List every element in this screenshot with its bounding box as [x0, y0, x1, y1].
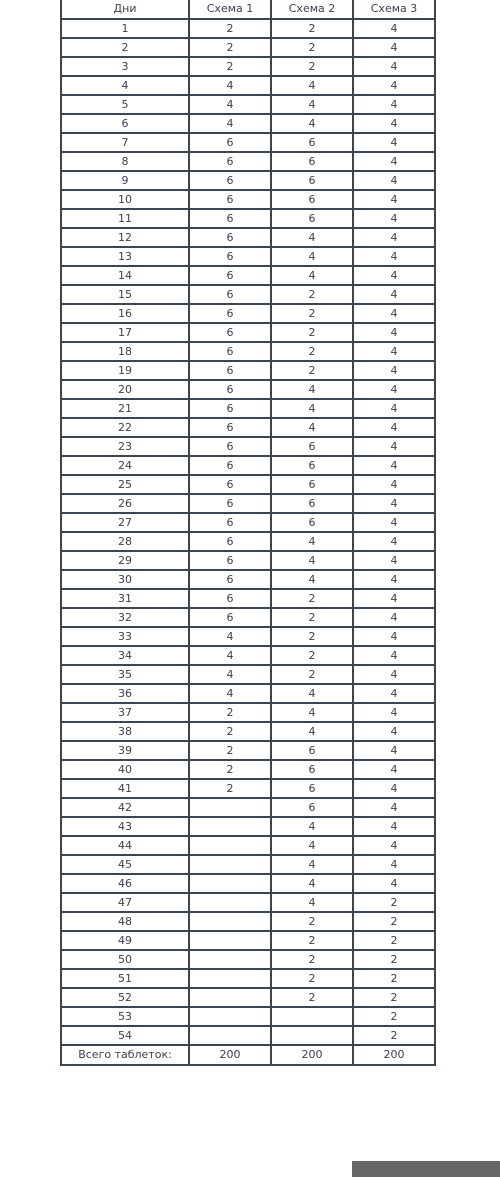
scheme-1-cell [189, 1007, 271, 1026]
scheme-3-cell: 4 [353, 38, 435, 57]
scheme-3-cell: 4 [353, 152, 435, 171]
scheme-2-cell [271, 1026, 353, 1045]
table-row [61, 57, 435, 76]
scheme-2-cell: 6 [271, 190, 353, 209]
day-cell: 53 [61, 1007, 189, 1026]
scheme-3-cell: 4 [353, 703, 435, 722]
scheme-1-cell [189, 969, 271, 988]
scheme-3-cell: 4 [353, 627, 435, 646]
day-cell: 16 [61, 304, 189, 323]
day-cell: 26 [61, 494, 189, 513]
day-cell: 36 [61, 684, 189, 703]
scheme-2-cell: 6 [271, 475, 353, 494]
header-scheme-2: Схема 2 [271, 0, 353, 19]
table-row [61, 342, 435, 361]
day-cell: 8 [61, 152, 189, 171]
scheme-1-cell: 6 [189, 152, 271, 171]
day-cell: 22 [61, 418, 189, 437]
scheme-3-cell: 4 [353, 798, 435, 817]
table-row [61, 456, 435, 475]
table-row [61, 969, 435, 988]
day-cell: 42 [61, 798, 189, 817]
scheme-2-cell: 6 [271, 209, 353, 228]
scheme-3-cell: 4 [353, 741, 435, 760]
day-cell: 5 [61, 95, 189, 114]
table-row [61, 779, 435, 798]
scheme-1-cell: 6 [189, 608, 271, 627]
scheme-2-cell: 2 [271, 19, 353, 38]
table-row [61, 551, 435, 570]
day-cell: 45 [61, 855, 189, 874]
day-cell: 14 [61, 266, 189, 285]
scheme-3-cell: 4 [353, 665, 435, 684]
table-row [61, 38, 435, 57]
scheme-3-cell: 4 [353, 684, 435, 703]
day-cell: 10 [61, 190, 189, 209]
scheme-2-cell: 2 [271, 627, 353, 646]
header-days: Дни [61, 0, 189, 19]
total-label: Всего таблеток: [61, 1045, 189, 1065]
scheme-2-cell: 2 [271, 589, 353, 608]
scheme-2-cell: 4 [271, 247, 353, 266]
scheme-2-cell: 2 [271, 361, 353, 380]
day-cell: 13 [61, 247, 189, 266]
scheme-3-cell: 4 [353, 171, 435, 190]
table-header [61, 0, 435, 19]
table-row [61, 228, 435, 247]
scheme-3-cell: 4 [353, 874, 435, 893]
scheme-2-cell: 4 [271, 722, 353, 741]
table-row [61, 646, 435, 665]
scheme-2-cell: 4 [271, 418, 353, 437]
scheme-2-cell [271, 1007, 353, 1026]
scheme-3-cell: 4 [353, 190, 435, 209]
table-row [61, 304, 435, 323]
scheme-1-cell: 2 [189, 19, 271, 38]
scheme-1-cell [189, 836, 271, 855]
scheme-1-cell: 2 [189, 57, 271, 76]
scheme-1-cell: 4 [189, 95, 271, 114]
header-scheme-1: Схема 1 [189, 0, 271, 19]
day-cell: 48 [61, 912, 189, 931]
table-row [61, 266, 435, 285]
scheme-2-cell: 6 [271, 779, 353, 798]
scheme-1-cell: 6 [189, 247, 271, 266]
table-row [61, 798, 435, 817]
scheme-2-cell: 2 [271, 950, 353, 969]
scheme-1-cell: 6 [189, 209, 271, 228]
scheme-3-cell: 4 [353, 399, 435, 418]
scheme-2-cell: 2 [271, 285, 353, 304]
scheme-2-cell: 4 [271, 266, 353, 285]
table-row [61, 76, 435, 95]
scheme-1-cell [189, 874, 271, 893]
table-row [61, 722, 435, 741]
day-cell: 4 [61, 76, 189, 95]
day-cell: 31 [61, 589, 189, 608]
scheme-1-cell: 6 [189, 532, 271, 551]
scheme-2-cell: 4 [271, 95, 353, 114]
day-cell: 52 [61, 988, 189, 1007]
scheme-2-cell: 2 [271, 912, 353, 931]
scheme-1-cell [189, 817, 271, 836]
scheme-3-cell: 2 [353, 912, 435, 931]
scheme-2-cell: 2 [271, 304, 353, 323]
scheme-3-cell: 4 [353, 266, 435, 285]
table-row [61, 418, 435, 437]
scheme-1-cell: 6 [189, 266, 271, 285]
table-row [61, 114, 435, 133]
scheme-3-cell: 4 [353, 95, 435, 114]
table-row [61, 171, 435, 190]
day-cell: 28 [61, 532, 189, 551]
table-row [61, 247, 435, 266]
scheme-2-cell: 4 [271, 703, 353, 722]
scheme-2-cell: 4 [271, 855, 353, 874]
day-cell: 35 [61, 665, 189, 684]
scheme-3-cell: 4 [353, 855, 435, 874]
scheme-2-cell: 4 [271, 76, 353, 95]
day-cell: 34 [61, 646, 189, 665]
day-cell: 3 [61, 57, 189, 76]
scheme-2-cell: 2 [271, 323, 353, 342]
table-row [61, 836, 435, 855]
scheme-3-cell: 4 [353, 114, 435, 133]
day-cell: 47 [61, 893, 189, 912]
scheme-3-cell: 4 [353, 437, 435, 456]
scheme-1-cell: 6 [189, 513, 271, 532]
day-cell: 30 [61, 570, 189, 589]
scheme-1-cell: 6 [189, 190, 271, 209]
table-row [61, 589, 435, 608]
scheme-1-cell: 4 [189, 665, 271, 684]
scheme-3-cell: 4 [353, 76, 435, 95]
table-row [61, 893, 435, 912]
day-cell: 12 [61, 228, 189, 247]
scheme-1-cell: 6 [189, 228, 271, 247]
table-row [61, 1026, 435, 1045]
scheme-3-cell: 2 [353, 1026, 435, 1045]
day-cell: 19 [61, 361, 189, 380]
scheme-1-cell: 4 [189, 114, 271, 133]
table-row [61, 931, 435, 950]
scheme-1-cell: 6 [189, 171, 271, 190]
day-cell: 41 [61, 779, 189, 798]
scheme-1-cell: 6 [189, 323, 271, 342]
table-row [61, 570, 435, 589]
day-cell: 44 [61, 836, 189, 855]
scheme-3-cell: 2 [353, 988, 435, 1007]
scheme-2-cell: 4 [271, 893, 353, 912]
scheme-3-cell: 4 [353, 285, 435, 304]
scheme-1-cell: 2 [189, 38, 271, 57]
scheme-2-cell: 6 [271, 152, 353, 171]
scheme-1-cell: 6 [189, 399, 271, 418]
scheme-2-cell: 4 [271, 399, 353, 418]
total-row [61, 1045, 435, 1065]
scheme-3-cell: 4 [353, 475, 435, 494]
tablet-schedule-table [60, 0, 436, 1066]
scheme-1-cell: 6 [189, 494, 271, 513]
scheme-1-cell [189, 912, 271, 931]
scheme-1-cell [189, 1026, 271, 1045]
day-cell: 17 [61, 323, 189, 342]
table-row [61, 988, 435, 1007]
scheme-3-cell: 4 [353, 304, 435, 323]
scheme-2-cell: 4 [271, 532, 353, 551]
table-footer [61, 1045, 435, 1065]
scheme-3-cell: 4 [353, 836, 435, 855]
scheme-1-cell [189, 798, 271, 817]
table-row [61, 874, 435, 893]
scheme-2-cell: 4 [271, 836, 353, 855]
scheme-2-cell: 4 [271, 228, 353, 247]
scheme-1-cell [189, 950, 271, 969]
scheme-2-cell: 2 [271, 646, 353, 665]
scheme-3-cell: 4 [353, 532, 435, 551]
scheme-3-cell: 4 [353, 494, 435, 513]
total-scheme-2: 200 [271, 1045, 353, 1065]
table-row [61, 285, 435, 304]
day-cell: 37 [61, 703, 189, 722]
scheme-3-cell: 4 [353, 608, 435, 627]
day-cell: 24 [61, 456, 189, 475]
scheme-1-cell: 6 [189, 551, 271, 570]
scheme-3-cell: 4 [353, 342, 435, 361]
scheme-3-cell: 4 [353, 817, 435, 836]
header-scheme-3: Схема 3 [353, 0, 435, 19]
scheme-3-cell: 4 [353, 323, 435, 342]
scheme-2-cell: 4 [271, 684, 353, 703]
scheme-2-cell: 2 [271, 988, 353, 1007]
scheme-1-cell [189, 988, 271, 1007]
table-row [61, 475, 435, 494]
day-cell: 18 [61, 342, 189, 361]
scheme-1-cell: 2 [189, 703, 271, 722]
scheme-3-cell: 2 [353, 950, 435, 969]
overlay-bar [352, 1161, 500, 1177]
scheme-1-cell: 4 [189, 627, 271, 646]
table-row [61, 1007, 435, 1026]
table-row [61, 532, 435, 551]
scheme-3-cell: 4 [353, 551, 435, 570]
table-row [61, 760, 435, 779]
scheme-3-cell: 4 [353, 760, 435, 779]
scheme-3-cell: 2 [353, 931, 435, 950]
scheme-2-cell: 6 [271, 171, 353, 190]
scheme-2-cell: 2 [271, 342, 353, 361]
day-cell: 1 [61, 19, 189, 38]
day-cell: 11 [61, 209, 189, 228]
table-row [61, 684, 435, 703]
table-row [61, 817, 435, 836]
scheme-1-cell: 6 [189, 456, 271, 475]
scheme-1-cell: 6 [189, 133, 271, 152]
table-row [61, 855, 435, 874]
scheme-1-cell: 6 [189, 285, 271, 304]
scheme-3-cell: 4 [353, 247, 435, 266]
scheme-3-cell: 2 [353, 1007, 435, 1026]
scheme-2-cell: 2 [271, 38, 353, 57]
table-row [61, 209, 435, 228]
scheme-3-cell: 4 [353, 133, 435, 152]
table-row [61, 665, 435, 684]
table-row [61, 494, 435, 513]
scheme-1-cell: 6 [189, 475, 271, 494]
day-cell: 9 [61, 171, 189, 190]
scheme-3-cell: 4 [353, 361, 435, 380]
table-row [61, 19, 435, 38]
scheme-3-cell: 4 [353, 513, 435, 532]
scheme-2-cell: 4 [271, 380, 353, 399]
scheme-1-cell: 6 [189, 418, 271, 437]
day-cell: 43 [61, 817, 189, 836]
table-row [61, 190, 435, 209]
scheme-3-cell: 4 [353, 570, 435, 589]
scheme-3-cell: 4 [353, 418, 435, 437]
scheme-1-cell: 4 [189, 684, 271, 703]
table-row [61, 361, 435, 380]
scheme-1-cell: 6 [189, 361, 271, 380]
day-cell: 20 [61, 380, 189, 399]
scheme-1-cell: 2 [189, 741, 271, 760]
table-row [61, 95, 435, 114]
scheme-2-cell: 2 [271, 665, 353, 684]
day-cell: 2 [61, 38, 189, 57]
scheme-3-cell: 2 [353, 969, 435, 988]
day-cell: 32 [61, 608, 189, 627]
scheme-1-cell: 2 [189, 760, 271, 779]
scheme-2-cell: 6 [271, 760, 353, 779]
scheme-3-cell: 4 [353, 380, 435, 399]
scheme-3-cell: 4 [353, 209, 435, 228]
table-row [61, 950, 435, 969]
scheme-2-cell: 6 [271, 456, 353, 475]
scheme-1-cell: 6 [189, 589, 271, 608]
header-row [61, 0, 435, 19]
table-row [61, 437, 435, 456]
table-body [61, 19, 435, 1045]
table-row [61, 133, 435, 152]
scheme-3-cell: 4 [353, 779, 435, 798]
table-row [61, 912, 435, 931]
scheme-1-cell: 6 [189, 304, 271, 323]
scheme-2-cell: 6 [271, 494, 353, 513]
table-row [61, 608, 435, 627]
scheme-1-cell: 6 [189, 437, 271, 456]
table-row [61, 152, 435, 171]
scheme-3-cell: 4 [353, 646, 435, 665]
scheme-2-cell: 2 [271, 608, 353, 627]
scheme-1-cell: 6 [189, 342, 271, 361]
day-cell: 23 [61, 437, 189, 456]
scheme-3-cell: 2 [353, 893, 435, 912]
day-cell: 6 [61, 114, 189, 133]
scheme-1-cell: 2 [189, 779, 271, 798]
scheme-2-cell: 4 [271, 551, 353, 570]
scheme-1-cell: 4 [189, 646, 271, 665]
table-row [61, 380, 435, 399]
day-cell: 29 [61, 551, 189, 570]
scheme-3-cell: 4 [353, 456, 435, 475]
scheme-2-cell: 6 [271, 133, 353, 152]
scheme-2-cell: 6 [271, 513, 353, 532]
day-cell: 21 [61, 399, 189, 418]
day-cell: 25 [61, 475, 189, 494]
day-cell: 38 [61, 722, 189, 741]
scheme-3-cell: 4 [353, 57, 435, 76]
day-cell: 46 [61, 874, 189, 893]
scheme-1-cell: 6 [189, 380, 271, 399]
scheme-2-cell: 4 [271, 874, 353, 893]
table-row [61, 513, 435, 532]
scheme-2-cell: 4 [271, 114, 353, 133]
scheme-1-cell: 6 [189, 570, 271, 589]
scheme-1-cell [189, 893, 271, 912]
day-cell: 40 [61, 760, 189, 779]
scheme-3-cell: 4 [353, 228, 435, 247]
scheme-2-cell: 2 [271, 57, 353, 76]
scheme-2-cell: 4 [271, 570, 353, 589]
table-row [61, 323, 435, 342]
day-cell: 39 [61, 741, 189, 760]
scheme-2-cell: 2 [271, 931, 353, 950]
day-cell: 33 [61, 627, 189, 646]
total-scheme-1: 200 [189, 1045, 271, 1065]
day-cell: 54 [61, 1026, 189, 1045]
day-cell: 50 [61, 950, 189, 969]
scheme-2-cell: 6 [271, 741, 353, 760]
table-row [61, 627, 435, 646]
scheme-2-cell: 2 [271, 969, 353, 988]
table-row [61, 703, 435, 722]
scheme-2-cell: 6 [271, 437, 353, 456]
scheme-2-cell: 4 [271, 817, 353, 836]
table-row [61, 399, 435, 418]
scheme-1-cell: 2 [189, 722, 271, 741]
scheme-1-cell [189, 855, 271, 874]
scheme-3-cell: 4 [353, 589, 435, 608]
scheme-1-cell: 4 [189, 76, 271, 95]
day-cell: 7 [61, 133, 189, 152]
total-scheme-3: 200 [353, 1045, 435, 1065]
scheme-2-cell: 6 [271, 798, 353, 817]
day-cell: 51 [61, 969, 189, 988]
table-row [61, 741, 435, 760]
scheme-3-cell: 4 [353, 722, 435, 741]
day-cell: 27 [61, 513, 189, 532]
day-cell: 49 [61, 931, 189, 950]
day-cell: 15 [61, 285, 189, 304]
scheme-3-cell: 4 [353, 19, 435, 38]
scheme-1-cell [189, 931, 271, 950]
